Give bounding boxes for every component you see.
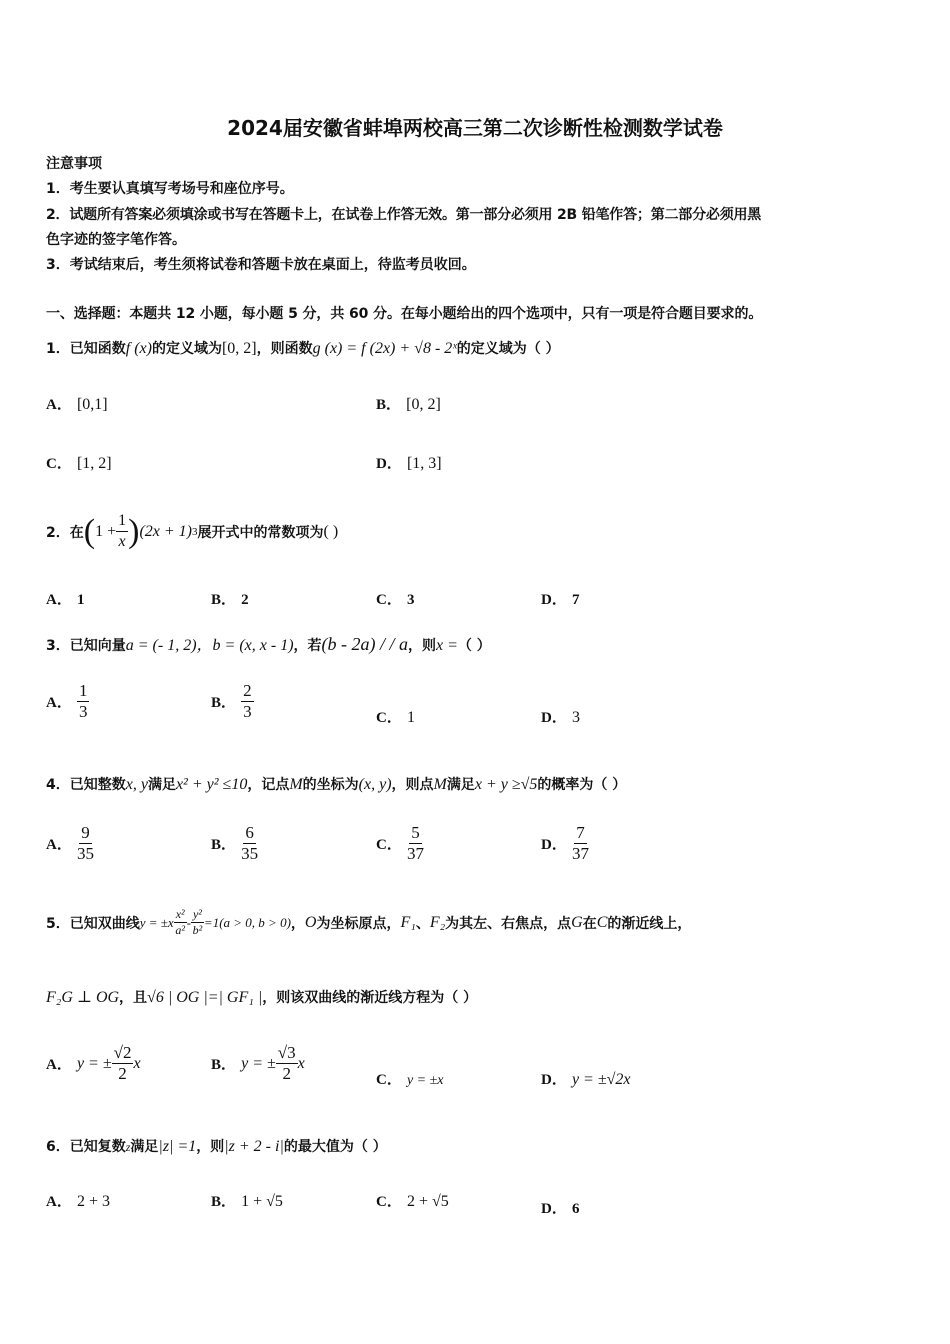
question-5	[46, 908, 691, 937]
q3-text-3: ，则	[408, 638, 437, 654]
q6-condition: |z| =1	[158, 1138, 197, 1155]
q3-option-b[interactable]: B． $\frac{2}{3}$	[211, 681, 252, 721]
q4-text-4: 的坐标为	[302, 777, 359, 793]
q1-f: f (x)	[125, 340, 152, 357]
q1-text-1: 1．已知函数	[46, 341, 126, 357]
q1-option-c-value: [1, 2]	[76, 455, 112, 472]
q4-m2: M	[433, 776, 447, 793]
q4-option-a[interactable]: A． $\frac{9}{35}$	[46, 823, 94, 863]
q5-line2-text-1: ，且	[119, 990, 148, 1006]
q3-option-b-value: $\frac{2}{3}$	[243, 681, 252, 721]
q4-text-5: ，则点	[391, 777, 434, 793]
q5-text-4: 、	[415, 915, 430, 932]
q1-option-c[interactable]: C． [1, 2]	[46, 455, 112, 472]
q4-text-1: 4．已知整数	[46, 777, 126, 793]
q5-option-a-pre: y = ±	[76, 1054, 112, 1072]
q4-text-7: 的概率为（ ）	[537, 777, 627, 793]
q5-option-c[interactable]: C． y = ±x	[376, 1072, 444, 1088]
q6-option-b-value: 1 + √5	[241, 1193, 283, 1210]
q5-text-6: 在	[582, 915, 597, 932]
q4-text-6: 满足	[446, 777, 475, 793]
notice-heading: 注意事项	[46, 156, 102, 172]
q1-option-b-value: [0, 2]	[406, 396, 441, 413]
q1-option-a-value: [0,1]	[76, 396, 108, 413]
q1-text-4: 的定义域为（ ）	[456, 341, 560, 357]
q3-option-d[interactable]: D． 3	[541, 709, 580, 726]
q3-vector-b: ，b = (x, x - 1)	[196, 637, 294, 654]
q6-expr: |z + 2 - i|	[224, 1138, 284, 1155]
q5-c: y = ±x	[139, 914, 174, 930]
q4-option-c-value: $\frac{5}{37}$	[406, 823, 424, 863]
q2-option-b-value: 2	[241, 592, 249, 608]
q5-text-5: 为其左、右焦点，点	[445, 915, 572, 932]
q1-text-3: ，则函数	[256, 341, 313, 357]
q5-eq: =1(a > 0, b > 0)	[203, 914, 291, 930]
q3-option-a[interactable]: A． $\frac{1}{3}$	[46, 681, 88, 721]
q2-exponent: 3	[192, 525, 198, 538]
q5-option-c-value: y = ±x	[406, 1073, 444, 1088]
q5-term-2: $\frac{\text{y²}}{\text{b²}}$	[192, 907, 203, 937]
question-6	[46, 1136, 387, 1156]
q2-option-a-value: 1	[76, 592, 85, 608]
q3-condition: (b - 2a) / / a	[321, 634, 409, 654]
q1-g: g (x) = f (2x) + √8 - 2ˣ	[312, 340, 457, 357]
q1-option-d[interactable]: D． [1, 3]	[376, 455, 442, 472]
q5-option-b-post: x	[297, 1054, 305, 1072]
q2-option-c-value: 3	[406, 592, 415, 608]
q5-text-7: 的渐近线上，	[607, 915, 692, 932]
q5-option-a-post: x	[133, 1054, 141, 1072]
q6-option-b[interactable]: B． 1 + √5	[211, 1193, 283, 1210]
q5-option-a-value: $\frac{√2}{2}$	[113, 1043, 132, 1083]
q1-option-b[interactable]: B． [0, 2]	[376, 396, 441, 413]
q4-condition-2: x + y ≥√5	[474, 776, 538, 793]
q2-option-a[interactable]: A． 1	[46, 592, 85, 608]
q1-option-a[interactable]: A． [0,1]	[46, 396, 108, 413]
question-2: 2．在 ( 1 + $\frac{1}{x}$ ) (2x + 1) 3 展开式中的常数项为 ( )	[46, 512, 339, 550]
q3-text-1: 3．已知向量	[46, 638, 126, 654]
q6-text-1: 6．已知复数	[46, 1139, 126, 1155]
notice-item-3: 3．考试结束后，考生须将试卷和答题卡放在桌面上，待监考员收回。	[46, 257, 476, 273]
q5-c2: C	[596, 913, 608, 931]
q5-o: O	[304, 913, 317, 931]
q5-text-2: ，	[290, 915, 305, 932]
q6-text-2: 满足	[130, 1139, 159, 1155]
q5-text-3: 为坐标原点，	[316, 915, 401, 932]
q3-vector-a: a = (- 1, 2)	[125, 637, 197, 654]
q2-expr-pre: 1 +	[95, 522, 117, 540]
q5-text-1: 5．已知双曲线	[46, 915, 140, 932]
q5-g: G	[571, 913, 583, 931]
q2-fraction: $\frac{1}{x}$	[118, 512, 127, 550]
q6-option-d-value: 6	[571, 1201, 580, 1217]
q2-option-d[interactable]: D． 7	[541, 592, 580, 608]
q5-option-b-value: $\frac{√3}{2}$	[277, 1043, 296, 1083]
q4-condition: x² + y² ≤10	[175, 776, 248, 793]
q2-option-c[interactable]: C． 3	[376, 592, 415, 608]
q2-expr-post: (2x + 1)	[139, 522, 192, 540]
section-heading: 一、选择题：本题共 12 小题，每小题 5 分，共 60 分。在每小题给出的四个选项中，只有一项是符合题目要求的。	[46, 306, 763, 322]
q1-text-2: 的定义域为	[151, 341, 222, 357]
q5-minus: -	[186, 914, 191, 930]
q2-option-b[interactable]: B． 2	[211, 592, 249, 608]
q4-xy: x, y	[125, 776, 148, 793]
question-4	[46, 774, 626, 794]
q3-option-c[interactable]: C． 1	[376, 709, 415, 726]
q4-option-b[interactable]: B． $\frac{6}{35}$	[211, 823, 259, 863]
q4-text-3: ，记点	[247, 777, 290, 793]
q2-option-d-value: 7	[571, 592, 580, 608]
q5-f1: F₁	[400, 913, 416, 931]
q6-text-4: 的最大值为（ ）	[283, 1139, 387, 1155]
q5-option-d-value: y = ±√2x	[571, 1071, 631, 1088]
question-5-line-2	[46, 987, 477, 1007]
q3-text-4: （ ）	[457, 638, 491, 654]
q4-option-a-value: $\frac{9}{35}$	[76, 823, 94, 863]
q6-text-3: ，则	[196, 1139, 225, 1155]
q1-domain: [0, 2]	[221, 340, 257, 357]
q4-option-d-value: $\frac{7}{37}$	[571, 823, 589, 863]
q5-option-d[interactable]: D． y = ±√2x	[541, 1071, 631, 1088]
q6-option-a[interactable]: A． 2 + 3	[46, 1193, 110, 1210]
q3-option-a-value: $\frac{1}{3}$	[78, 681, 88, 721]
q3-option-d-value: 3	[571, 709, 580, 726]
q5-option-b-pre: y = ±	[241, 1054, 276, 1072]
q2-paren: ( )	[323, 522, 339, 540]
q1-option-d-value: [1, 3]	[406, 455, 442, 472]
q5-term-1: $\frac{\text{x²}}{\text{a²}}$	[175, 907, 185, 937]
q5-condition: F₂G ⊥ OG	[46, 989, 120, 1006]
q3-option-c-value: 1	[406, 709, 415, 726]
q4-m: M	[289, 776, 303, 793]
q4-text-2: 满足	[147, 777, 176, 793]
q6-option-c-value: 2 + √5	[406, 1193, 449, 1210]
q5-option-a[interactable]: A． y = ± $\frac{√2}{2}$ x	[46, 1043, 141, 1083]
q6-option-a-value: 2 + 3	[76, 1193, 110, 1210]
q5-option-b[interactable]: B． y = ± $\frac{√3}{2}$ x	[211, 1043, 305, 1083]
q4-option-b-value: $\frac{6}{35}$	[241, 823, 259, 863]
notice-item-2-cont: 色字迹的签字笔作答。	[46, 232, 186, 248]
q6-option-c[interactable]: C． 2 + √5	[376, 1193, 449, 1210]
q3-x: x =	[436, 637, 458, 654]
question-1	[46, 338, 560, 358]
q6-z: z	[125, 1140, 131, 1154]
q5-condition-2: √6 | OG |=| GF₁ |	[147, 989, 263, 1006]
q2-text-1: 2．在	[46, 524, 84, 541]
q3-text-2: ，若	[293, 638, 322, 654]
q6-option-d[interactable]: D． 6	[541, 1201, 580, 1217]
q2-text-2: 展开式中的常数项为	[197, 524, 324, 541]
q4-option-c[interactable]: C． $\frac{5}{37}$	[376, 823, 424, 863]
q5-line2-text-2: ，则该双曲线的渐近线方程为（ ）	[262, 990, 478, 1006]
q5-f2: F₂	[429, 913, 446, 931]
notice-item-2: 2．试题所有答案必须填涂或书写在答题卡上，在试卷上作答无效。第一部分必须用 2B 铅笔作答；第二部分必须用黑	[46, 207, 762, 223]
q4-coord: (x, y)	[358, 776, 392, 793]
notice-item-1: 1．考生要认真填写考场号和座位序号。	[46, 181, 294, 197]
question-3	[46, 632, 491, 655]
q4-option-d[interactable]: D． $\frac{7}{37}$	[541, 823, 589, 863]
page-title: 2024届安徽省蚌埠两校高三第二次诊断性检测数学试卷	[227, 116, 723, 140]
